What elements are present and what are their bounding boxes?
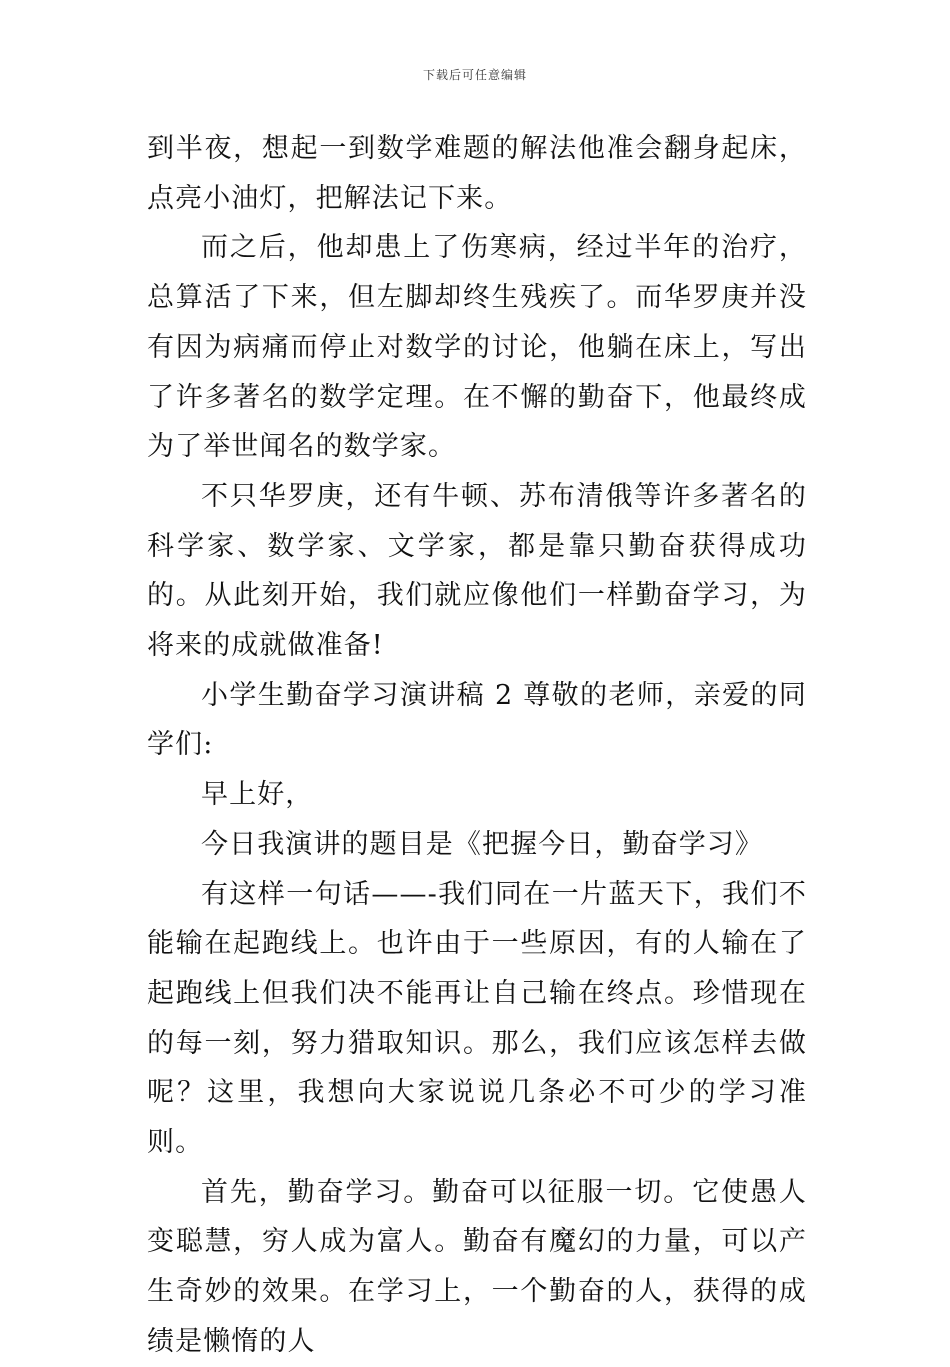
paragraph-8: 首先，勤奋学习。勤奋可以征服一切。它使愚人变聪慧，穷人成为富人。勤奋有魔幻的力量，可以产生奇妙的效果。在学习上，一个勤奋的人，获得的成绩是懒惰的人 <box>147 1176 807 1357</box>
paragraph-2: 而之后，他却患上了伤寒病，经过半年的治疗，总算活了下来，但左脚却终生残疾了。而华罗庚并没有因为病痛而停止对数学的讨论，他躺在床上，写出了许多著名的数学定理。在不懈的勤奋下，他最终成为了举世闻名的数学家。 <box>147 232 807 463</box>
page-header: 下载后可任意编辑 <box>422 68 527 82</box>
paragraph-1: 到半夜，想起一到数学难题的解法他准会翻身起床，点亮小油灯，把解法记下来。 <box>147 133 807 214</box>
paragraph-3: 不只华罗庚，还有牛顿、苏布清俄等许多著名的科学家、数学家、文学家，都是靠只勤奋获得成功的。从此刻开始，我们就应像他们一样勤奋学习，为将来的成就做准备! <box>147 480 807 662</box>
paragraph-6: 今日我演讲的题目是《把握今日，勤奋学习》 <box>201 828 763 860</box>
paragraph-4: 小学生勤奋学习演讲稿 2 尊敬的老师，亲爱的同学们: <box>147 679 807 761</box>
paragraph-7: 有这样一句话——-我们同在一片蓝天下，我们不能输在起跑线上。也许由于一些原因，有的人输在了起跑线上但我们决不能再让自己输在终点。珍惜现在的每一刻，努力猎取知识。那么，我们应该怎样去做呢？这里，我想向大家说说几条必不可少的学习准则。 <box>147 878 807 1159</box>
document-body <box>147 124 807 1367</box>
paragraph-5: 早上好， <box>201 779 314 811</box>
